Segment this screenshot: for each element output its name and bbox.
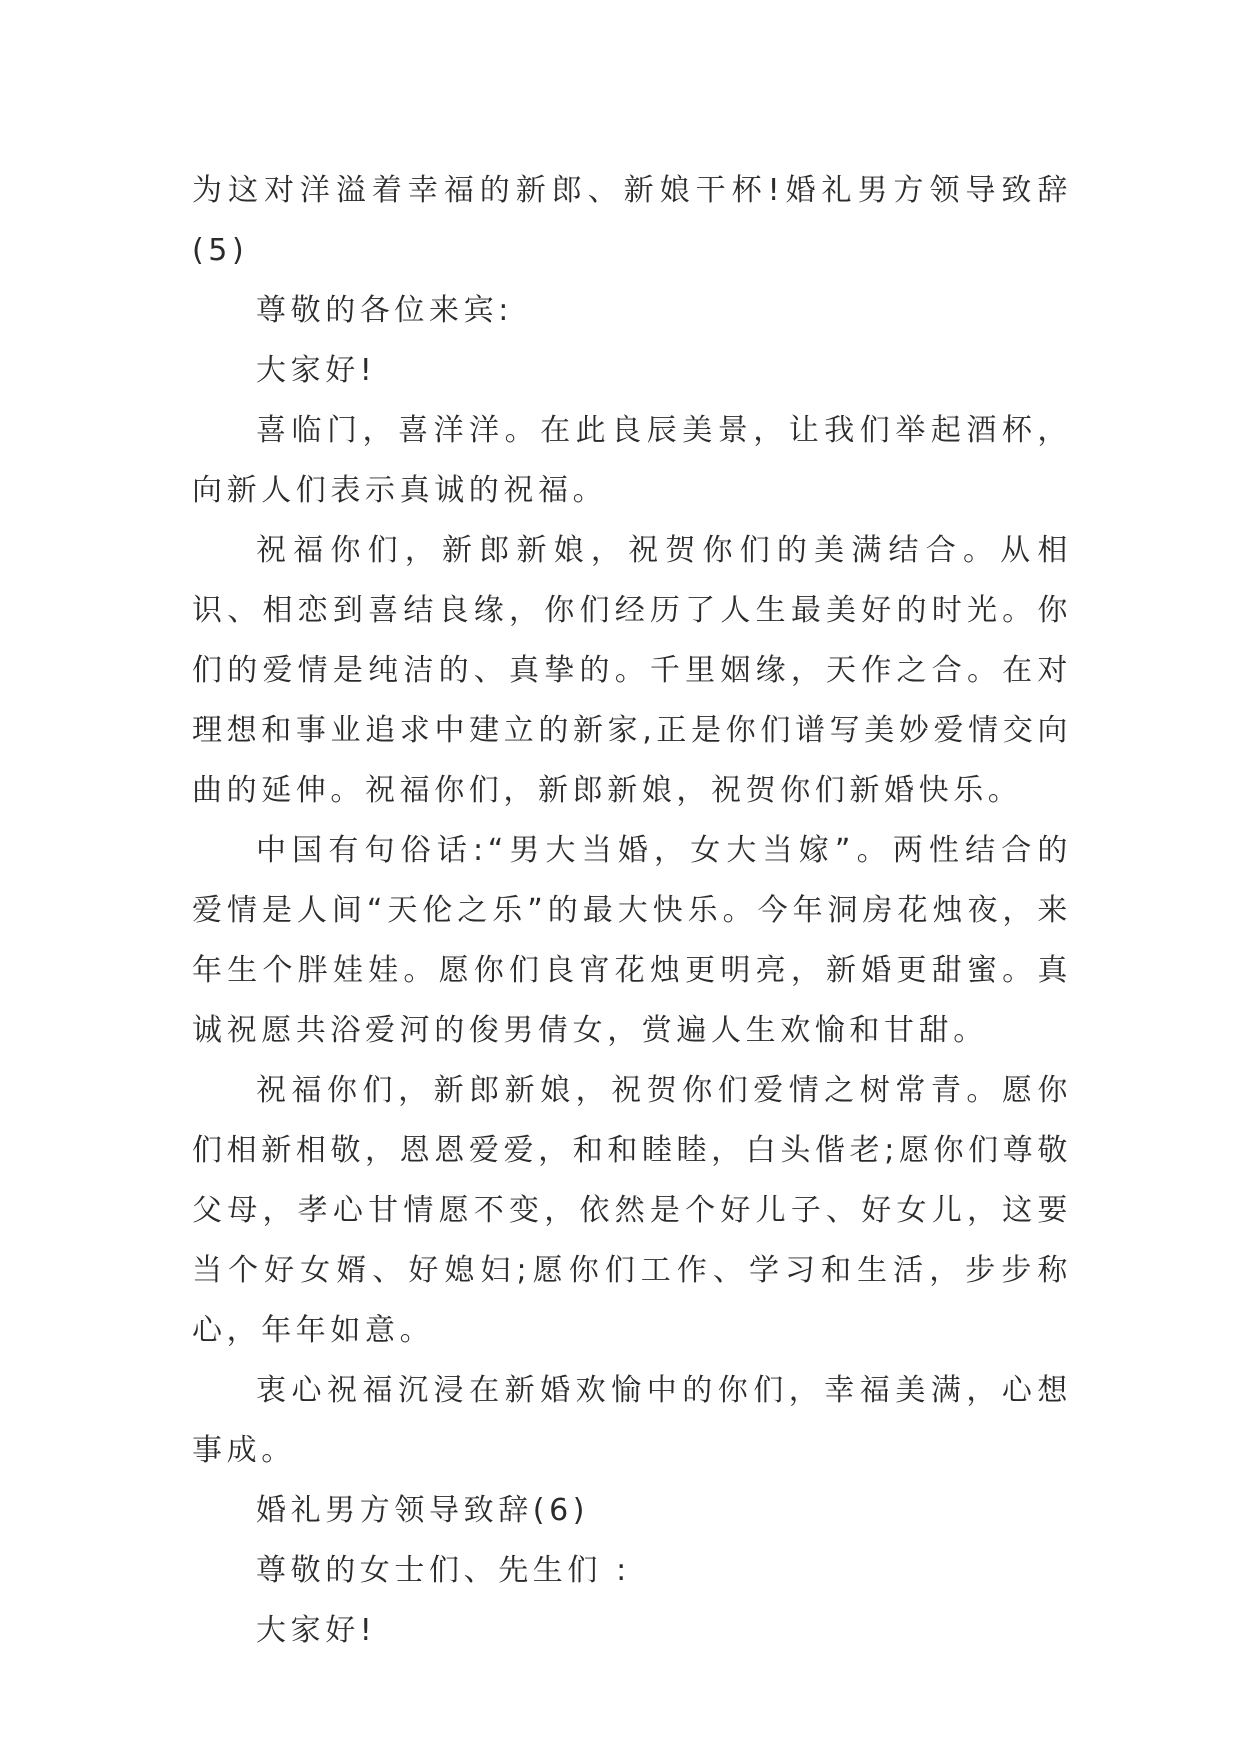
paragraph-salutation: 尊敬的各位来宾: [256,293,513,328]
section-heading: 婚礼男方领导致辞(6) [256,1493,590,1528]
paragraph-toast-closing: 为这对洋溢着幸福的新郎、新娘干杯!婚礼男方领导致辞(5) [192,173,1072,268]
document-body [192,161,1072,1661]
paragraph-closing-wish: 衷心祝福沉浸在新婚欢愉中的你们，幸福美满，心想事成。 [192,1373,1072,1468]
paragraph-greeting-2: 大家好! [256,1613,377,1648]
paragraph-proverb: 中国有句俗话:“男大当婚，女大当嫁”。两性结合的爱情是人间“天伦之乐”的最大快乐。今年洞房花烛夜，来年生个胖娃娃。愿你们良宵花烛更明亮，新婚更甜蜜。真诚祝愿共浴爱河的俊男倩女，赏遍人生欢愉和甘甜。 [192,833,1072,1048]
paragraph-opening: 喜临门，喜洋洋。在此良辰美景，让我们举起酒杯，向新人们表示真诚的祝福。 [192,413,1072,508]
paragraph-blessing-union: 祝福你们，新郎新娘，祝贺你们的美满结合。从相识、相恋到喜结良缘，你们经历了人生最美好的时光。你们的爱情是纯洁的、真挚的。千里姻缘，天作之合。在对理想和事业追求中建立的新家,正是你们谱写美妙爱情交向曲的延伸。祝福你们，新郎新娘，祝贺你们新婚快乐。 [192,533,1072,808]
paragraph-greeting: 大家好! [256,353,377,388]
paragraph-blessing-love: 祝福你们，新郎新娘，祝贺你们爱情之树常青。愿你们相新相敬，恩恩爱爱，和和睦睦，白头偕老;愿你们尊敬父母，孝心甘情愿不变，依然是个好儿子、好女儿，这要当个好女婿、好媳妇;愿你们工作、学习和生活，步步称心，年年如意。 [192,1073,1072,1348]
paragraph-salutation-2: 尊敬的女士们、先生们 : [256,1553,631,1588]
